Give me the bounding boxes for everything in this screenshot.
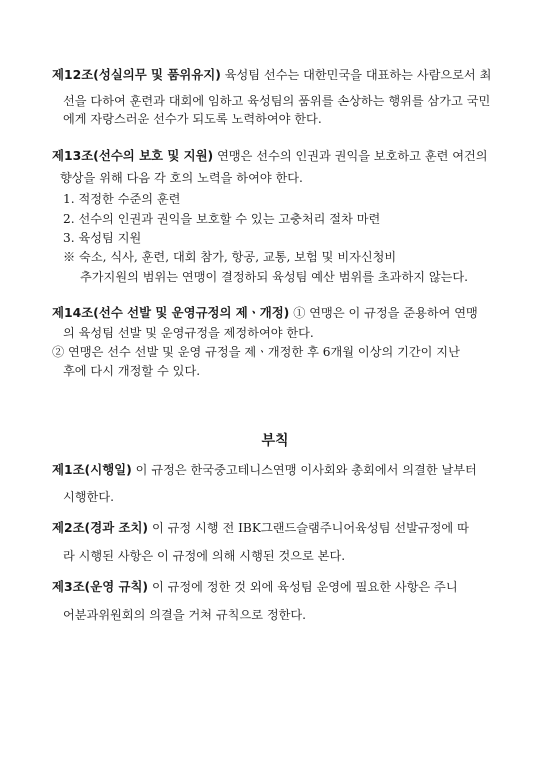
supp-article-1-line-2: 시행한다. bbox=[63, 490, 114, 504]
article-14-heading: 제14조(선수 선발 및 운영규정의 제ㆍ개정) bbox=[52, 305, 290, 320]
article-13-item-3: 3. 육성팀 지원 bbox=[63, 231, 142, 245]
article-13-text: 연맹은 선수의 인권과 권익을 보호하고 훈련 여건의 bbox=[213, 149, 488, 163]
article-12-line-1 bbox=[52, 67, 491, 83]
supp-article-3-text: 이 규정에 정한 것 외에 육성팀 운영에 필요한 사항은 주니 bbox=[148, 580, 458, 594]
supplementary-title: 부칙 bbox=[261, 433, 289, 449]
article-12-line-3: 에게 자랑스러운 선수가 되도록 노력하여야 한다. bbox=[63, 112, 322, 126]
supp-article-3-line-1 bbox=[52, 579, 458, 595]
article-12-heading: 제12조(성실의무 및 품위유지) bbox=[52, 67, 221, 82]
supp-article-2-line-1 bbox=[52, 520, 469, 536]
article-14-line-4: 후에 다시 개정할 수 있다. bbox=[63, 364, 201, 378]
article-13-note: ※ 숙소, 식사, 훈련, 대회 참가, 항공, 교통, 보험 및 비자신청비 bbox=[63, 250, 397, 264]
supp-article-3-heading: 제3조(운영 규칙) bbox=[52, 579, 149, 594]
supp-article-2-heading: 제2조(경과 조치) bbox=[52, 520, 149, 535]
article-14-text: ① 연맹은 이 규정을 준용하여 연맹 bbox=[289, 306, 478, 320]
supp-article-3-line-2: 어분과위원회의 의결을 거쳐 규칙으로 정한다. bbox=[63, 608, 307, 622]
article-12-text: 육성팀 선수는 대한민국을 대표하는 사람으로서 최 bbox=[220, 68, 492, 82]
article-12-line-2: 선을 다하여 훈련과 대회에 임하고 육성팀의 품위를 손상하는 행위를 삼가고 국민 bbox=[63, 94, 491, 108]
article-13-line-2: 향상을 위해 다음 각 호의 노력을 하여야 한다. bbox=[60, 171, 303, 185]
supp-article-2-line-2: 라 시행된 사항은 이 규정에 의해 시행된 것으로 본다. bbox=[63, 549, 346, 563]
article-14-line-3: ② 연맹은 선수 선발 및 운영 규정을 제ㆍ개정한 후 6개월 이상의 기간이 지난 bbox=[52, 345, 460, 359]
supp-article-2-text: 이 규정 시행 전 IBK그랜드슬램주니어육성팀 선발규정에 따 bbox=[148, 521, 469, 535]
supp-article-1-text: 이 규정은 한국중고테니스연맹 이사회와 총회에서 의결한 날부터 bbox=[131, 463, 477, 477]
supp-article-1-line-1 bbox=[52, 462, 477, 478]
article-14-line-2: 의 육성팀 선발 및 운영규정을 제정하여야 한다. bbox=[63, 326, 314, 340]
article-13-item-1: 1. 적정한 수준의 훈련 bbox=[63, 192, 181, 206]
article-13-line-1 bbox=[52, 148, 488, 164]
article-14-line-1 bbox=[52, 305, 478, 321]
supp-article-1-heading: 제1조(시행일) bbox=[52, 462, 132, 477]
article-13-item-2: 2. 선수의 인권과 권익을 보호할 수 있는 고충처리 절차 마련 bbox=[63, 212, 381, 226]
article-13-heading: 제13조(선수의 보호 및 지원) bbox=[52, 148, 214, 163]
article-13-note-cont: 추가지원의 범위는 연맹이 결정하되 육성팀 예산 범위를 초과하지 않는다. bbox=[80, 270, 469, 284]
